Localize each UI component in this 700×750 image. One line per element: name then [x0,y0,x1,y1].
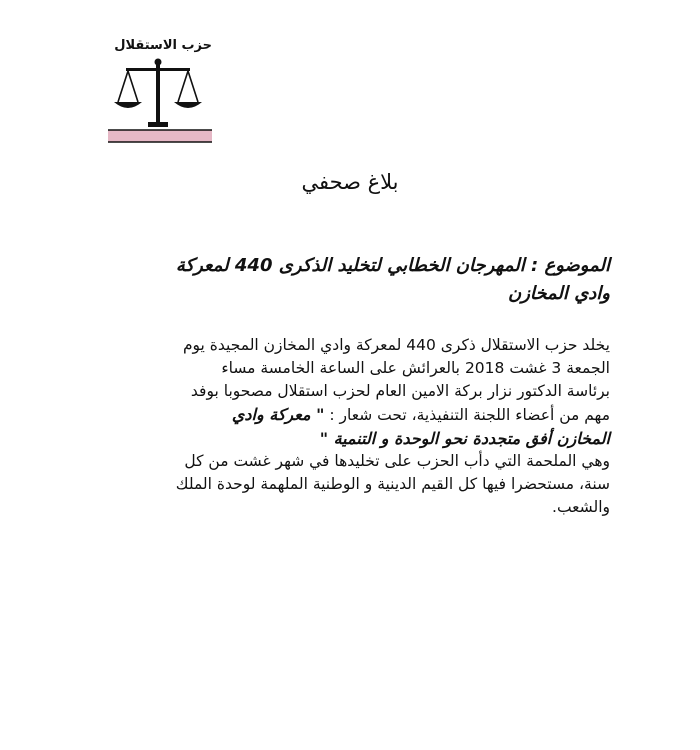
body-line-4 [96,403,610,427]
body-line-8: والشعب. [552,498,610,516]
body-line-3: برئاسة الدكتور نزار بركة الامين العام لحزب استقلال مصحوبا بوفد [190,382,610,400]
subject-line-2: وادي المخازن [508,283,610,304]
page-title: بلاغ صحفي [301,170,399,194]
body-line-2: الجمعة 3 غشت 2018 بالعرائش على الساعة الخامسة مساء [221,359,610,377]
subject-line-1: الموضوع : المهرجان الخطابي لتخليد الذكرى 440 لمعركة [175,255,610,276]
body-line-4-text: مهم من أعضاء اللجنة التنفيذية، تحت شعار : [324,406,610,424]
body-line-1: يخلد حزب الاستقلال ذكرى 440 لمعركة وادي المخازن المجيدة يوم [182,336,610,354]
slogan-part-2: المخازن أفق متجددة نحو الوحدة و التنمية " [319,429,610,448]
subject-heading [90,252,610,308]
party-logo [108,38,212,150]
press-release-body [96,334,610,519]
body-line-6: وهي الملحمة التي دأب الحزب على تخليدها في شهر غشت من كل [184,452,610,470]
logo-text: حزب الاستقلال [114,38,212,53]
body-line-7: سنة، مستحضرا فيها كل القيم الدينية و الوطنية الملهمة لوحدة الملك [175,475,610,493]
scales-of-justice-icon [108,56,212,150]
slogan-part-1: " معركة وادي [231,405,325,424]
